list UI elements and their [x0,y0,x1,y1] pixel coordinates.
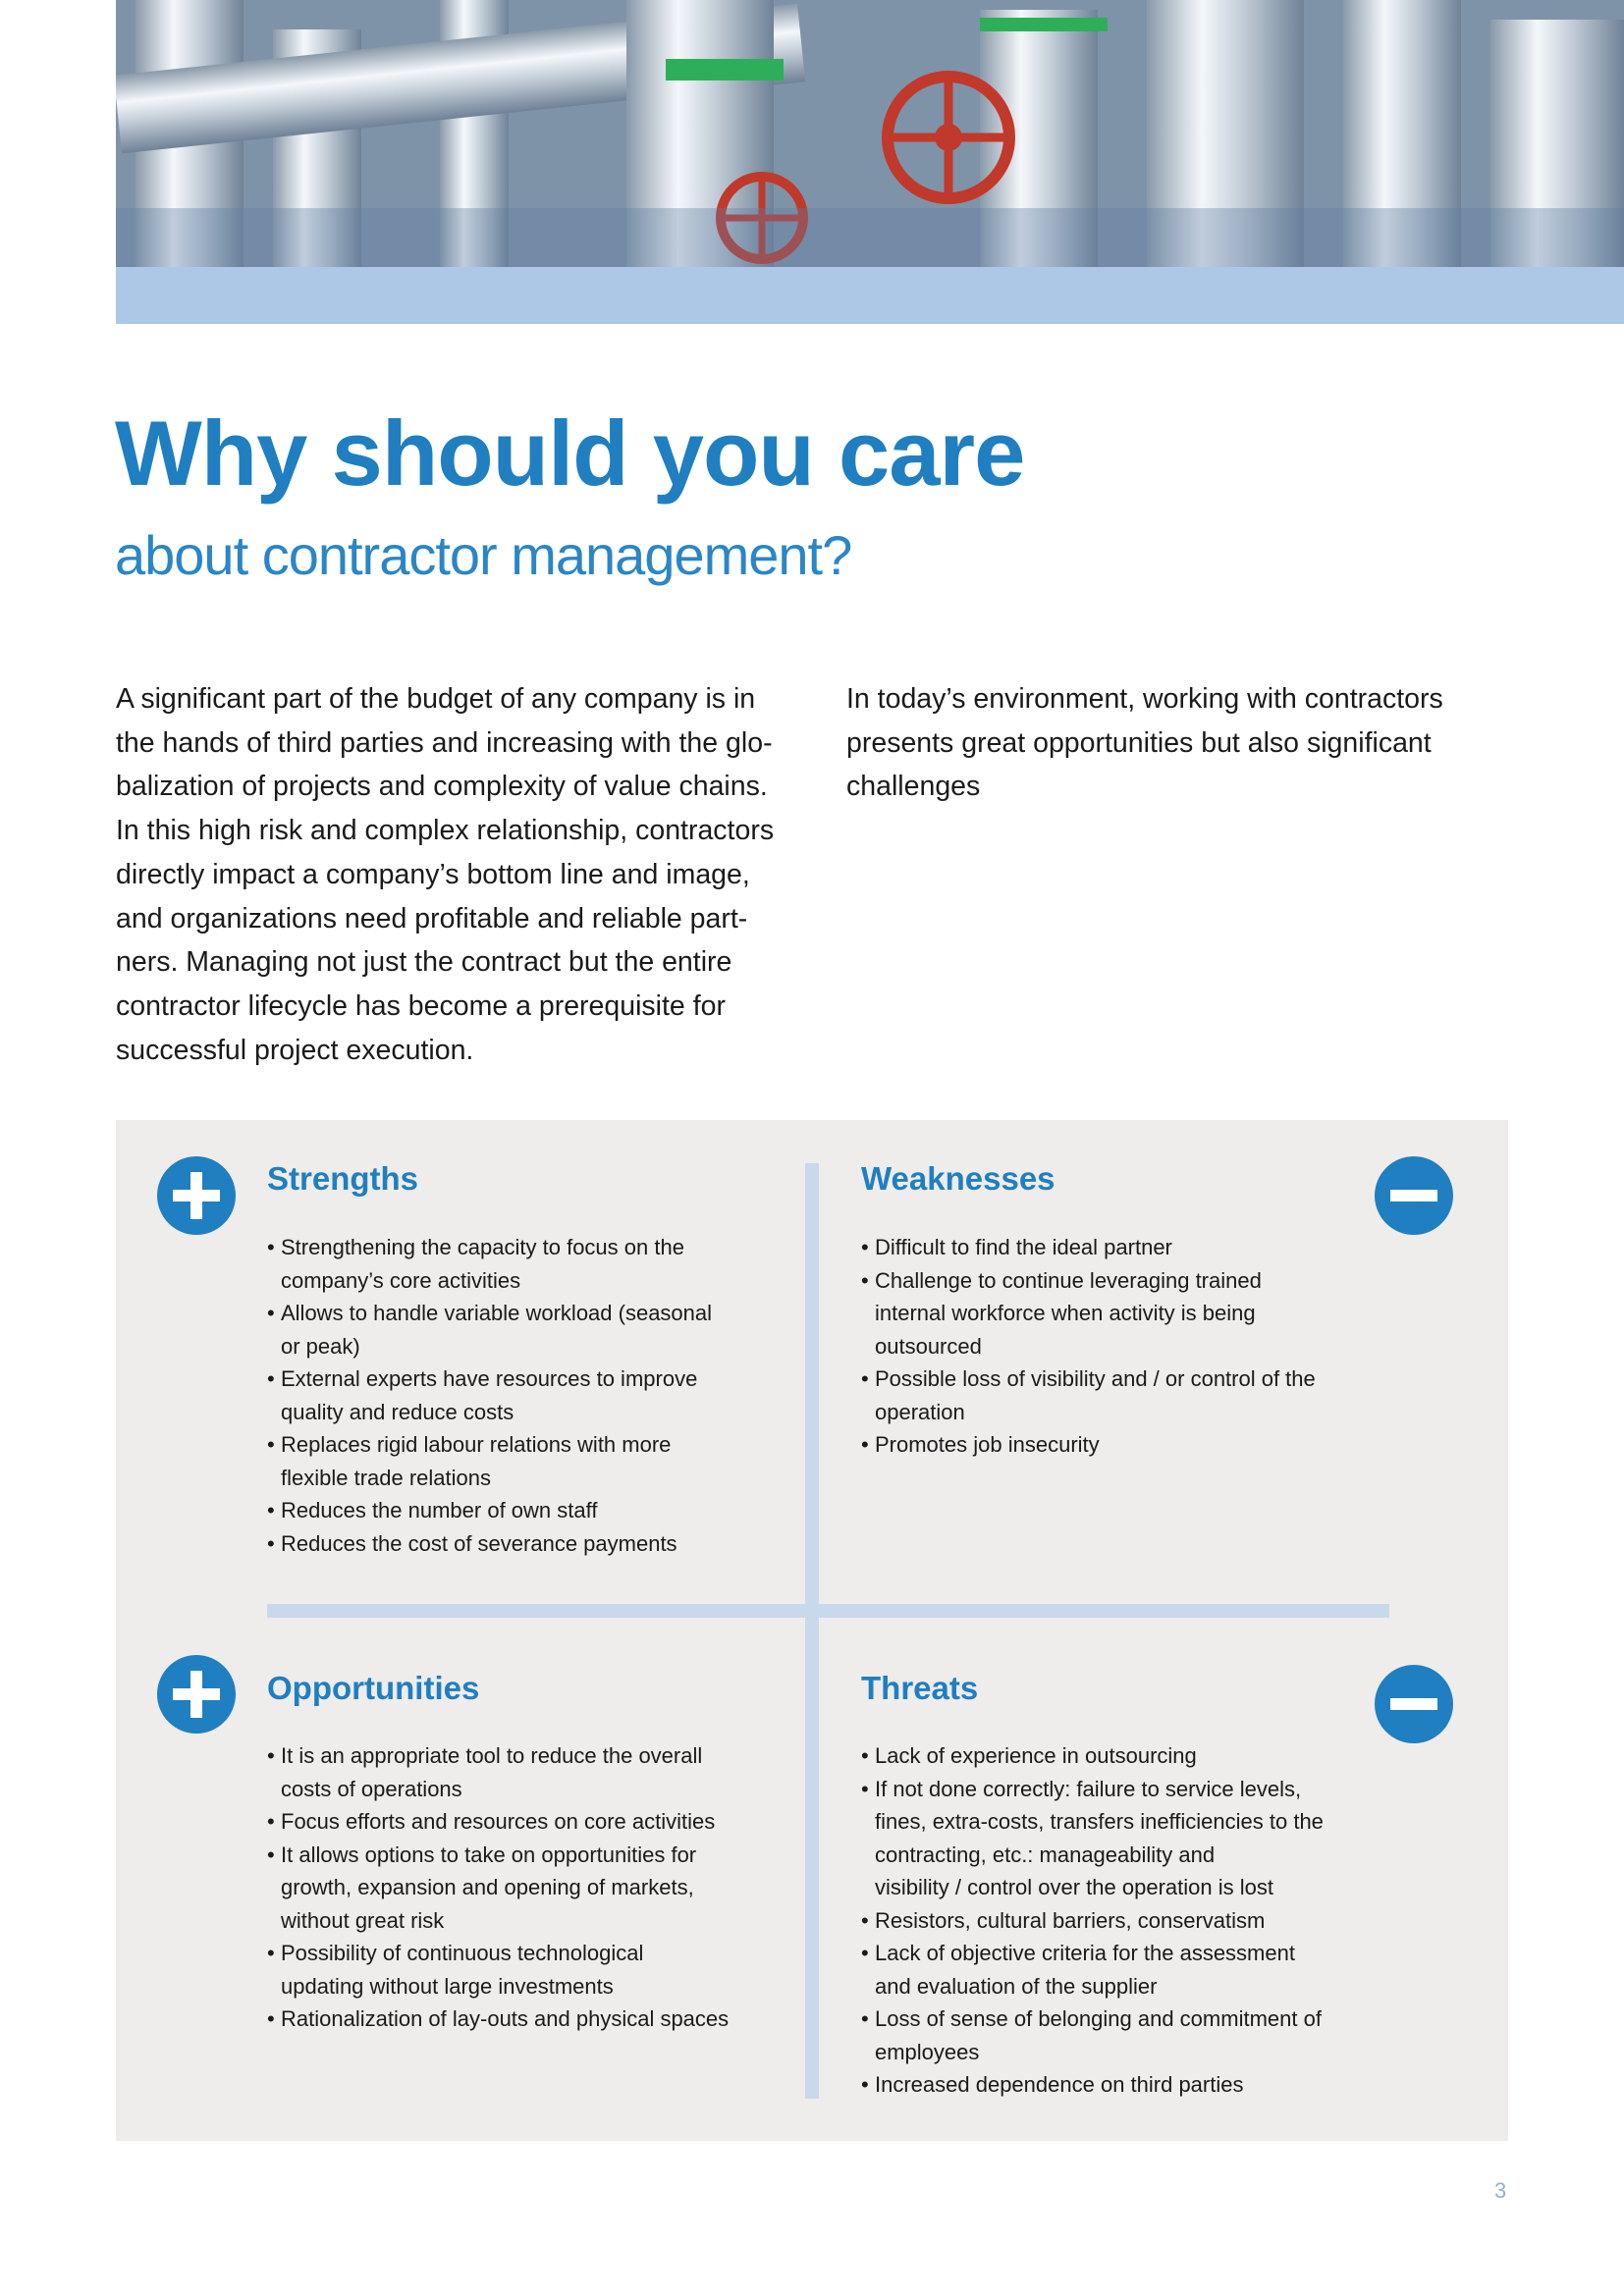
intro-right-line: challenges [846,771,981,803]
weaknesses-list [861,1231,1316,1462]
intro-left-line: ners. Managing not just the contract but the entire [116,946,732,979]
intro-left-line: directly impact a company’s bottom line and image, [116,858,750,890]
intro-left-line: the hands of third parties and increasing with the glo- [116,726,773,759]
list-item: • Increased dependence on third parties [861,2072,1244,2097]
list-item: • Reduces the cost of severance payments [267,1530,677,1556]
list-item: • Allows to handle variable workload (seasonal or peak) [267,1301,713,1359]
minus-circle-icon [1375,1665,1453,1743]
list-item: • Focus efforts and resources on core activities [267,1809,716,1834]
intro-left-line: balization of projects and complexity of value chains. [116,771,768,803]
plus-circle-icon [157,1655,236,1734]
list-item: • Loss of sense of belonging and commitment of employees [861,2006,1322,2064]
swot-vertical-divider [805,1163,819,2099]
list-item: • Lack of objective criteria for the assessment and evaluation of the supplier [861,1941,1295,1999]
opportunities-list [267,1739,729,2036]
list-item: • Reduces the number of own staff [267,1498,598,1522]
threats-heading: Threats [861,1670,979,1706]
minus-circle-icon [1375,1156,1453,1235]
weaknesses-heading: Weaknesses [861,1160,1056,1197]
list-item: • If not done correctly: failure to service levels, fines, extra-costs, transfers inefficiencies to the contracting, etc.: manageability and visibility / control over the operation is lost [861,1776,1324,1899]
hero-band [116,267,1624,324]
intro-left-line: and organizations need profitable and reliable part- [116,902,748,934]
hero-image [116,0,1624,267]
list-item: • Promotes job insecurity [861,1432,1100,1457]
list-item: • Possible loss of visibility and / or control of the operation [861,1366,1316,1424]
intro-left-paragraph [116,677,803,1072]
list-item: • Challenge to continue leveraging trained internal workforce when activity is being outsourced [861,1267,1262,1359]
strengths-heading: Strengths [267,1160,419,1197]
list-item: • Rationalization of lay-outs and physical spaces [267,2006,730,2031]
page-number: 3 [1494,2178,1507,2203]
intro-right-line: presents great opportunities but also significant [846,726,1432,759]
strengths-list [267,1231,712,1560]
intro-left-line: successful project execution. [116,1034,474,1066]
intro-left-line: A significant part of the budget of any company is in [116,683,756,715]
list-item: • It is an appropriate tool to reduce the overall costs of operations [267,1743,703,1801]
pipes-illustration [116,0,1624,267]
opportunities-heading: Opportunities [267,1670,480,1706]
list-item: • It allows options to take on opportunities for growth, expansion and opening of markets, without great risk [267,1842,697,1933]
list-item: • Lack of experience in outsourcing [861,1743,1197,1768]
page-title: Why should you care [115,401,1025,505]
page-subtitle: about contractor management? [115,524,852,586]
swot-horizontal-divider [267,1604,1389,1618]
list-item: • Difficult to find the ideal partner [861,1235,1172,1259]
intro-left-line: In this high risk and complex relationship, contractors [116,815,775,847]
list-item: • Strengthening the capacity to focus on the company’s core activities [267,1235,684,1293]
intro-right-line: In today’s environment, working with contractors [846,683,1443,715]
intro-right-paragraph [846,677,1485,809]
plus-circle-icon [157,1156,236,1235]
intro-left-line: contractor lifecycle has become a prerequisite for [116,989,726,1022]
list-item: • Resistors, cultural barriers, conservatism [861,1907,1266,1933]
list-item: • External experts have resources to improve quality and reduce costs [267,1366,698,1424]
threats-list [861,1739,1324,2102]
list-item: • Replaces rigid labour relations with more flexible trade relations [267,1432,672,1490]
list-item: • Possibility of continuous technological updating without large investments [267,1941,644,1999]
